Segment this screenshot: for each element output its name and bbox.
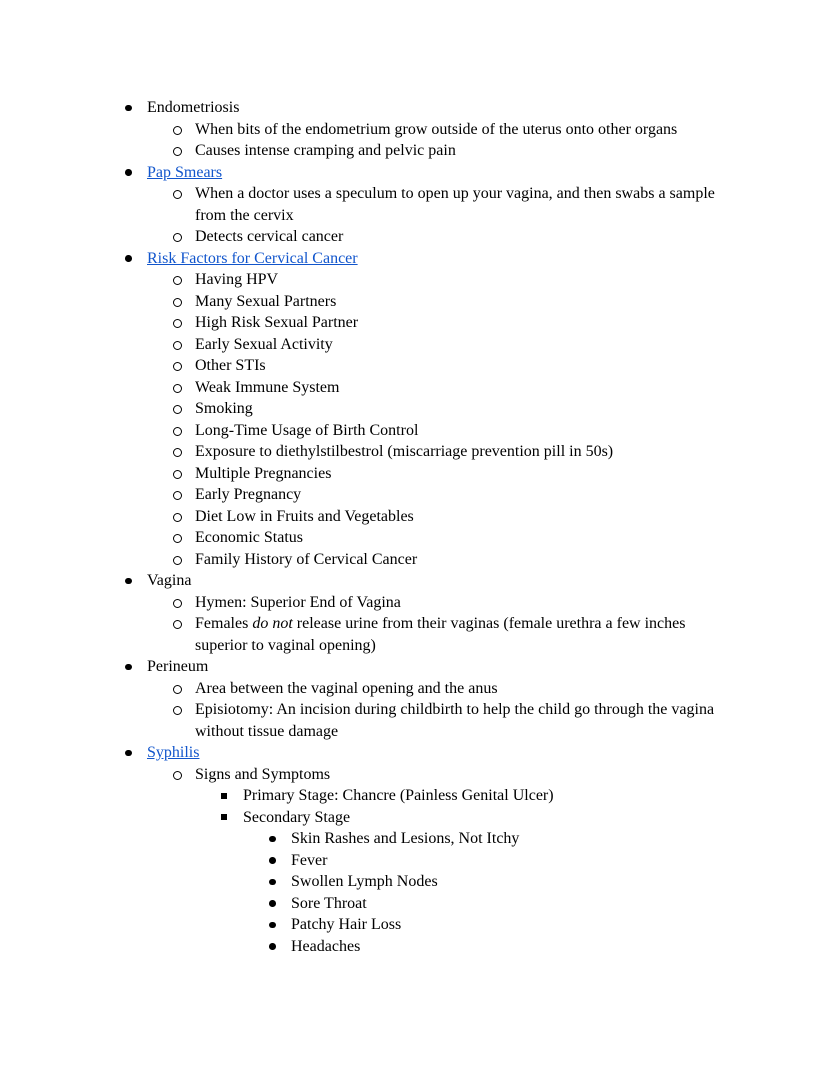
list-level-0 [99,97,728,957]
list-item [195,764,728,958]
list-item-text: Primary Stage: Chancre (Painless Genital Ulcer) [243,787,554,804]
doc-link[interactable]: Risk Factors for Cervical Cancer [147,249,358,267]
list-item-text: When bits of the endometrium grow outside of the uterus onto other organs [195,120,678,138]
list-item [195,699,728,742]
list-level-1 [147,678,728,743]
list-item-text: Patchy Hair Loss [291,916,402,933]
list-item-text: Other STIs [195,357,266,374]
list-item [195,377,728,399]
list-item-text: Economic Status [195,529,303,546]
list-item-text: Diet Low in Fruits and Vegetables [195,507,414,525]
list-item [195,183,728,226]
list-item-text: Having HPV [195,271,279,288]
list-item-text: Multiple Pregnancies [195,464,332,482]
list-item [147,742,728,957]
list-level-1 [147,269,728,570]
list-item-text: Early Pregnancy [195,486,302,503]
italic-text-segment: do not [252,615,293,632]
list-item [195,420,728,442]
list-level-1 [147,183,728,248]
list-item [195,398,728,420]
list-item [195,592,728,614]
list-item-text: Headaches [291,937,361,955]
list-item [195,312,728,334]
list-item [195,269,728,291]
list-item-text: High Risk Sexual Partner [195,314,359,331]
list-item [291,828,728,850]
list-item [195,334,728,356]
list-item-text: Many Sexual Partners [195,292,337,310]
list-item [195,355,728,377]
list-item [195,119,728,141]
list-item [291,936,728,958]
list-item-text [195,615,685,654]
doc-link[interactable]: Syphilis [147,744,200,761]
list-item-text: Vagina [147,572,192,589]
list-item [195,484,728,506]
list-level-2 [195,785,728,957]
list-item [243,785,728,807]
list-item-text: Perineum [147,658,209,675]
list-item-text: Weak Immune System [195,378,340,396]
list-item-text: Sore Throat [291,894,367,912]
list-item [291,893,728,915]
text-segment: release urine from their vaginas (female urethra a few inches superior to vaginal opening) [195,615,686,654]
list-item [243,807,728,958]
list-item-text: When a doctor uses a speculum to open up your vagina, and then swabs a sample from the cervix [195,185,715,224]
list-item-text: Endometriosis [147,99,240,116]
list-item-text: Causes intense cramping and pelvic pain [195,142,456,159]
list-item [291,914,728,936]
list-item [195,463,728,485]
list-item [195,291,728,313]
list-item [147,162,728,248]
list-item [195,527,728,549]
list-item [195,678,728,700]
list-item [147,570,728,656]
list-item-text: Secondary Stage [243,808,351,826]
list-item-text: Signs and Symptoms [195,765,331,783]
list-item [147,248,728,571]
list-item-text: Hymen: Superior End of Vagina [195,593,401,611]
list-level-3 [243,828,728,957]
list-item-text: Fever [291,851,328,869]
list-item-text: Exposure to diethylstilbestrol (miscarriage prevention pill in 50s) [195,443,614,460]
list-item [195,226,728,248]
list-level-1 [147,764,728,958]
list-item [195,506,728,528]
list-item-text: Swollen Lymph Nodes [291,873,438,890]
doc-link[interactable]: Pap Smears [147,163,223,181]
list-item [147,97,728,162]
list-level-1 [147,119,728,162]
list-item-text: Area between the vaginal opening and the anus [195,679,498,697]
list-item [291,850,728,872]
list-item-text: Detects cervical cancer [195,228,344,245]
list-item [291,871,728,893]
list-item-text: Episiotomy: An incision during childbirth to help the child go through the vagina without tissue damage [195,701,715,740]
list-item [195,140,728,162]
list-item [195,441,728,463]
list-item [195,549,728,571]
list-item-text: Smoking [195,400,253,417]
list-level-1 [147,592,728,657]
list-item-text: Long-Time Usage of Birth Control [195,421,419,439]
list-item-text: Family History of Cervical Cancer [195,550,418,568]
list-item-text: Skin Rashes and Lesions, Not Itchy [291,830,520,847]
text-segment: Females [195,615,253,632]
list-item [195,613,728,656]
list-item [147,656,728,742]
list-item-text: Early Sexual Activity [195,335,333,353]
